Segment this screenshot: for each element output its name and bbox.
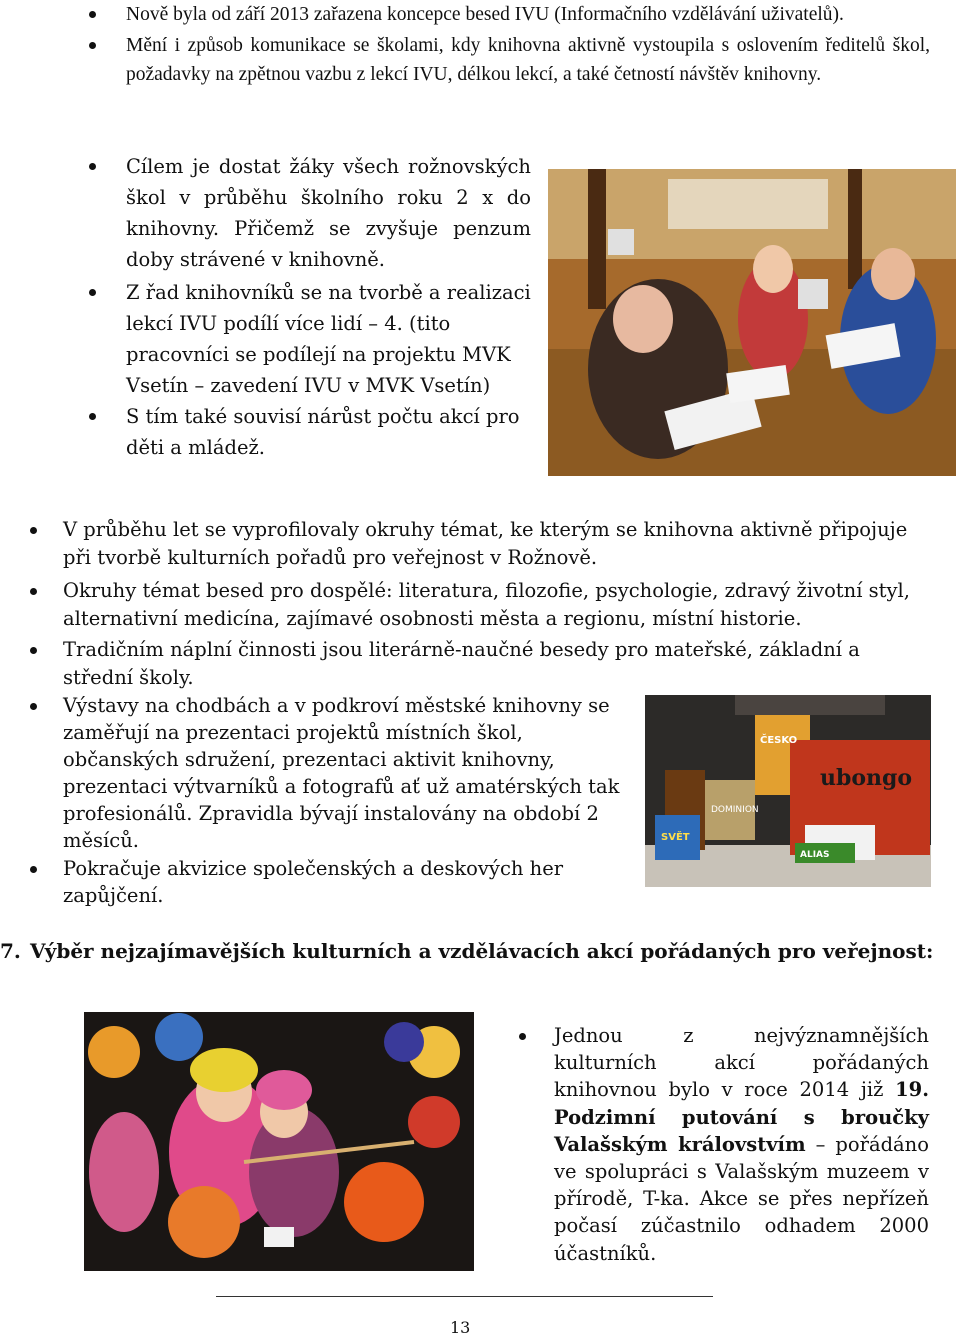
game-label: ČESKO xyxy=(760,735,798,746)
bullet-icon xyxy=(89,289,96,296)
game-label: DOMINION xyxy=(711,805,759,815)
game-label: ubongo xyxy=(820,765,913,791)
list-item: Výstavy na chodbách a v podkroví městské knihovny se zaměřují na prezentaci projektů místních škol, občanských sdružení, prezentaci aktivit knihovny, prezentaci výtvarníků a fotografů ať už amatérských tak profesionálů. Zpravidla bývají instalovány na období 2 měsíců. xyxy=(25,692,625,854)
intro-bullet-list xyxy=(84,0,930,89)
bullet-icon xyxy=(89,42,96,49)
list-item: Z řad knihovníků se na tvorbě a realizaci lekcí IVU podílí více lidí – 4. (tito pracovníci se podílejí na projektu MVK Vsetín – zavedení IVU v MVK Vsetín) xyxy=(84,277,531,401)
bullet-icon xyxy=(30,527,37,534)
bullet-icon xyxy=(89,11,96,18)
event-bullet-list xyxy=(514,1022,929,1267)
list-item: Cílem je dostat žáky všech rožnovských škol v průběhu školního roku 2 x do knihovny. Přičemž se zvyšuje penzum doby strávené v knihovně. xyxy=(84,151,531,275)
list-item: Nově byla od září 2013 zařazena koncepce besed IVU (Informačního vzdělávání uživatelů). xyxy=(84,0,930,29)
bullet-icon xyxy=(30,866,37,873)
section-title: Výběr nejzajímavějších kulturních a vzdělávacích akcí pořádaných pro veřejnost: xyxy=(30,939,934,963)
ivu-bullet-list xyxy=(84,151,531,463)
bullet-icon xyxy=(519,1033,526,1040)
event-outro: – pořádáno ve spolupráci s Valašským muzeem v přírodě, T-ka. Akce se přes nepřízeň počasí zúčastnilo odhadem 2000 účastníků. xyxy=(554,1132,929,1265)
list-item xyxy=(514,1022,929,1267)
board-games-photo xyxy=(645,695,931,887)
list-item: Pokračuje akvizice společenských a deskových her zapůjčení. xyxy=(25,855,625,909)
students-library-photo xyxy=(548,169,956,476)
bullet-icon xyxy=(30,588,37,595)
event-name: 19. Podzimní putování s broučky Valašským královstvím xyxy=(554,1078,929,1156)
bullet-icon xyxy=(30,647,37,654)
bullet-icon xyxy=(89,413,96,420)
exhibitions-bullet-list xyxy=(25,692,625,909)
footer-rule xyxy=(216,1296,713,1297)
lantern-children-photo xyxy=(84,1012,474,1271)
list-item: Mění i způsob komunikace se školami, kdy knihovna aktivně vystoupila s oslovením ředitelů škol, požadavky na zpětnou vazbu z lekcí IVU, délkou lekcí, a také četností návštěv knihovny. xyxy=(84,31,930,89)
event-intro: Jednou z nejvýznamnějších kulturních akcí pořádaných knihovnou bylo v roce 2014 již xyxy=(554,1024,929,1102)
bullet-icon xyxy=(89,163,96,170)
game-label: SVĚT xyxy=(661,832,690,843)
list-item: V průběhu let se vyprofilovaly okruhy témat, ke kterým se knihovna aktivně připojuje při tvorbě kulturních pořadů pro veřejnost v Rožnově. xyxy=(25,516,933,572)
page-number: 13 xyxy=(450,1318,471,1337)
section-number: 7. xyxy=(0,939,21,963)
game-label: ALIAS xyxy=(800,850,830,860)
list-item: S tím také souvisí nárůst počtu akcí pro děti a mládež. xyxy=(84,401,531,463)
themes-bullet-list xyxy=(25,516,933,692)
list-item: Tradičním náplní činnosti jsou literárně-naučné besedy pro mateřské, základní a střední školy. xyxy=(25,636,933,692)
list-item: Okruhy témat besed pro dospělé: literatura, filozofie, psychologie, zdravý životní styl, alternativní medicína, zajímavé osobnosti města a regionu, místní historie. xyxy=(25,577,933,633)
bullet-icon xyxy=(30,703,37,710)
